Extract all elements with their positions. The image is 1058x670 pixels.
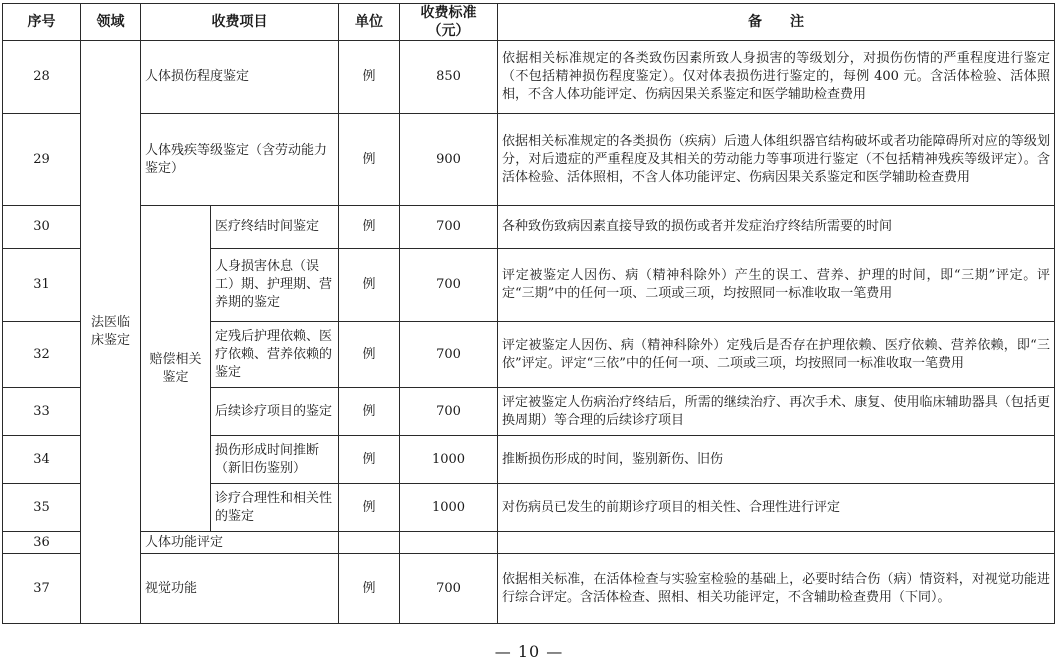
row-item: 后续诊疗项目的鉴定 [211,388,339,436]
table-row [3,206,1055,249]
row-fee: 850 [400,41,498,114]
row-fee: 700 [400,206,498,249]
row-unit: 例 [339,554,400,624]
row-remark: 依据相关标准，在活体检查与实验室检验的基础上，必要时结合伤（病）情资料，对视觉功能进行综合评定。含活体检查、照相、相关功能评定，不含辅助检查费用（下同）。 [498,554,1055,624]
row-no: 36 [3,532,81,554]
row-unit: 例 [339,249,400,322]
header-item: 收费项目 [141,4,339,41]
row-unit: 例 [339,436,400,484]
compensation-cell [141,206,211,532]
table-row [3,532,1055,554]
row-item: 损伤形成时间推断（新旧伤鉴别） [211,436,339,484]
row-item: 人体损伤程度鉴定 [141,41,339,114]
row-unit: 例 [339,41,400,114]
row-fee: 700 [400,388,498,436]
row-fee: 900 [400,114,498,206]
row-no: 30 [3,206,81,249]
row-fee: 700 [400,554,498,624]
row-no: 35 [3,484,81,532]
table-row [3,114,1055,206]
row-item: 定残后护理依赖、医疗依赖、营养依赖的鉴定 [211,322,339,388]
row-unit: 例 [339,484,400,532]
table-row [3,41,1055,114]
row-remark [498,532,1055,554]
row-fee: 700 [400,322,498,388]
row-unit [339,532,400,554]
row-item: 人体功能评定 [141,532,339,554]
row-unit: 例 [339,114,400,206]
row-remark: 评定被鉴定人因伤、病（精神科除外）定残后是否存在护理依赖、医疗依赖、营养依赖，即“三依”评定。评定“三依”中的任何一项、二项或三项，均按照同一标准收取一笔费用 [498,322,1055,388]
domain-label: 法医临床鉴定 [90,315,130,348]
row-no: 29 [3,114,81,206]
row-item: 视觉功能 [141,554,339,624]
row-item: 诊疗合理性和相关性的鉴定 [211,484,339,532]
row-remark: 各种致伤致病因素直接导致的损伤或者并发症治疗终结所需要的时间 [498,206,1055,249]
row-remark: 依据相关标准规定的各类损伤（疾病）后遗人体组织器官结构破坏或者功能障碍所对应的等级划分，对后遗症的严重程度及其相关的劳动能力等事项进行鉴定（不包括精神残疾等级评定）。含活体检验、活体照相，不含人体功能评定、伤病因果关系鉴定和医学辅助检查费用 [498,114,1055,206]
header-fee: 收费标准（元） [400,4,498,41]
header-no: 序号 [3,4,81,41]
row-no: 32 [3,322,81,388]
row-remark: 评定被鉴定人因伤、病（精神科除外）产生的误工、营养、护理的时间，即“三期”评定。评定“三期”中的任何一项、二项或三项，均按照同一标准收取一笔费用 [498,249,1055,322]
row-fee: 1000 [400,484,498,532]
page-number: — 10 — [494,642,564,661]
row-no: 33 [3,388,81,436]
row-no: 28 [3,41,81,114]
header-domain: 领域 [81,4,141,41]
row-unit: 例 [339,322,400,388]
row-no: 31 [3,249,81,322]
compensation-label: 赔偿相关鉴定 [149,351,202,385]
row-fee: 1000 [400,436,498,484]
row-item: 医疗终结时间鉴定 [211,206,339,249]
domain-cell [81,41,141,624]
row-unit: 例 [339,388,400,436]
row-unit: 例 [339,206,400,249]
row-item: 人体残疾等级鉴定（含劳动能力鉴定） [141,114,339,206]
header-unit: 单位 [339,4,400,41]
row-no: 37 [3,554,81,624]
fee-table [2,3,1055,624]
header-row [3,4,1055,41]
header-remark: 备 注 [498,4,1055,41]
row-item: 人身损害休息（误工）期、护理期、营养期的鉴定 [211,249,339,322]
row-remark: 推断损伤形成的时间，鉴别新伤、旧伤 [498,436,1055,484]
row-remark: 依据相关标准规定的各类致伤因素所致人身损害的等级划分，对损伤伤情的严重程度进行鉴定（不包括精神损伤程度鉴定）。仅对体表损伤进行鉴定的，每例 400 元。含活体检验、活体照相，不含人体功能评定、伤病因果关系鉴定和医学辅助检查费用 [498,41,1055,114]
row-fee: 700 [400,249,498,322]
row-fee [400,532,498,554]
row-no: 34 [3,436,81,484]
row-remark: 评定被鉴定人伤病治疗终结后，所需的继续治疗、再次手术、康复、使用临床辅助器具（包括更换周期）等合理的后续诊疗项目 [498,388,1055,436]
table-row [3,554,1055,624]
row-remark: 对伤病员已发生的前期诊疗项目的相关性、合理性进行评定 [498,484,1055,532]
